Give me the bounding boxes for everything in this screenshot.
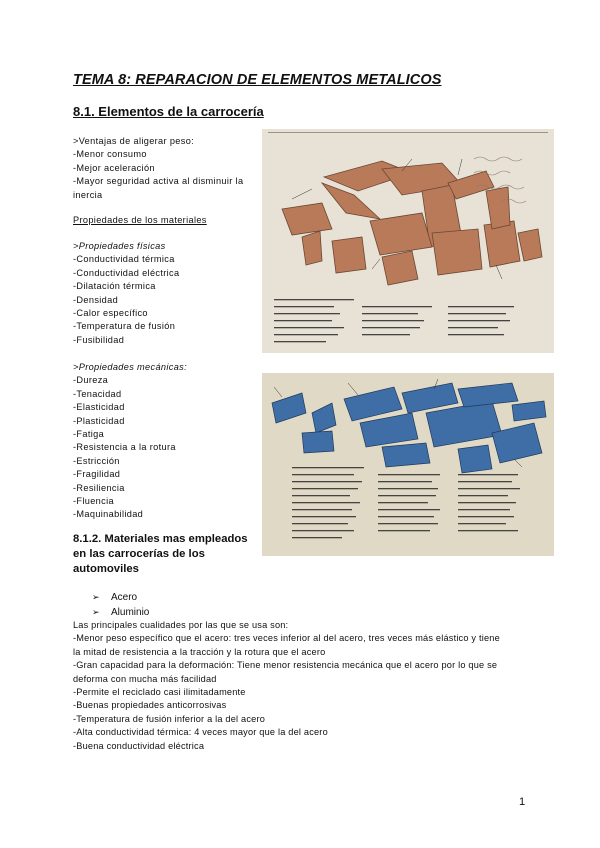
list-item: la mitad de resistencia a la tracción y la rotura que el acero [73,646,326,657]
list-item: -Maquinabilidad [73,509,144,520]
list-item: -Buenas propiedades anticorrosivas [73,700,227,711]
mechanical-properties [73,361,258,522]
physical-heading: >Propiedades físicas [73,241,166,251]
list-item: -Alta conductividad térmica: 4 veces mayor que la del acero [73,727,328,738]
list-item: -Conductividad térmica [73,254,175,265]
list-item: ➢ Acero [92,592,138,603]
qualities-intro: Las principales cualidades por las que se usa son: [73,620,289,630]
list-item: -Temperatura de fusión inferior a la del acero [73,713,266,724]
list-item: -Plasticidad [73,415,125,426]
list-item: -Gran capacidad para la deformación: Tiene menor resistencia mecánica que el acero por lo que se [73,660,498,671]
list-item: -Temperatura de fusión [73,321,176,332]
mechanical-heading: >Propiedades mecánicas: [73,362,188,372]
list-item: -Tenacidad [73,388,122,399]
arrow-bullet-icon: ➢ [92,592,100,602]
list-item: -Densidad [73,294,119,305]
list-item: -Conductividad eléctrica [73,267,180,278]
list-item: -Estricción [73,455,120,466]
intro-block [73,135,258,202]
structure-drawing [262,373,554,556]
physical-properties [73,240,258,347]
list-item: -Mayor seguridad activa al disminuir la [73,176,244,187]
list-item: inercia [73,189,103,200]
list-item: -Resistencia a la rotura [73,442,176,453]
properties-heading: Propiedades de los materiales [73,215,207,225]
list-item: -Permite el reciclado casi ilimitadamente [73,687,246,698]
list-item: ➢ Aluminio [92,607,150,618]
structure-figure [262,373,554,556]
section-heading: 8.1. Elementos de la carrocería [73,104,264,119]
list-item: -Menor consumo [73,149,147,160]
list-item: -Elasticidad [73,402,125,413]
page-number: 1 [519,796,526,808]
list-item: -Fusibilidad [73,334,125,345]
list-item: -Menor peso específico que el acero: tres veces inferior al del acero, tres veces más elástico y tiene [73,633,500,644]
list-item: -Calor específico [73,308,148,319]
list-item: -Resiliencia [73,482,125,493]
list-item: -Dureza [73,375,109,386]
properties-block [73,214,258,227]
page-title: TEMA 8: REPARACION DE ELEMENTOS METALICOS [73,72,442,88]
materials-list [92,590,149,620]
list-item: -Dilatación térmica [73,281,156,292]
list-item: -Fragilidad [73,469,121,480]
list-item: deforma con mucha más facilidad [73,673,217,684]
intro-heading: >Ventajas de aligerar peso: [73,136,195,146]
arrow-bullet-icon: ➢ [92,607,100,617]
qualities-block [73,619,533,753]
subsection-heading: 8.1.2. Materiales mas empleados en las carrocerías de los automoviles [73,533,248,575]
list-item: -Fatiga [73,429,105,440]
body-panels-drawing [262,129,554,353]
body-panels-figure [262,129,554,353]
list-item: -Buena conductividad eléctrica [73,740,205,751]
list-item: -Fluencia [73,496,114,507]
list-item: -Mejor aceleración [73,162,155,173]
